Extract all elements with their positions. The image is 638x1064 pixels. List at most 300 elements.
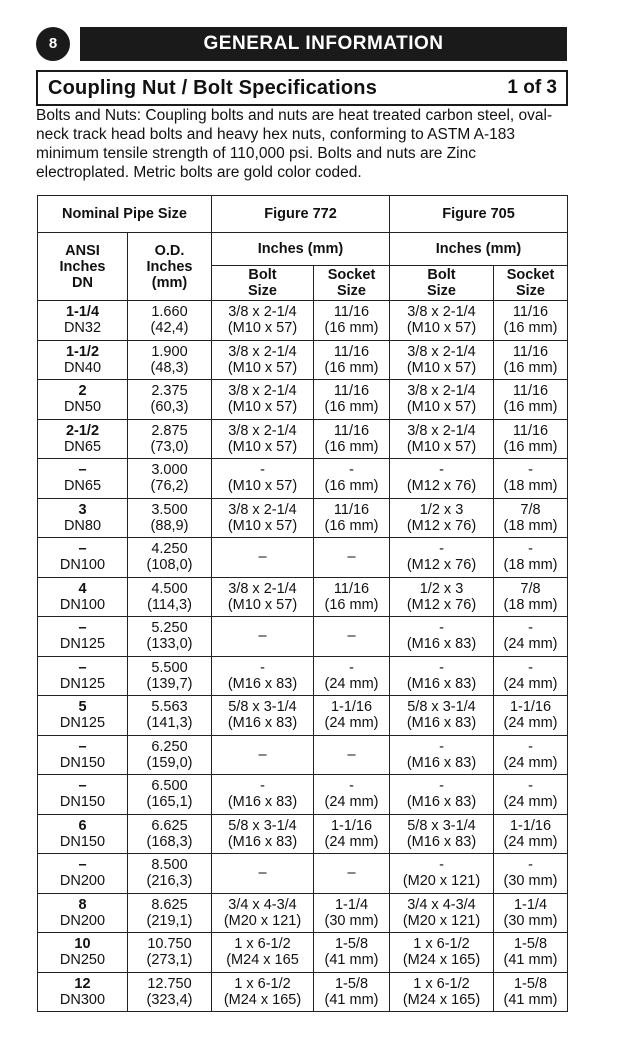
header-bolt-size-772: Bolt Size [212,266,314,301]
socket-705-cell [494,656,568,696]
header-figure-772: Figure 772 [212,196,390,233]
ansi-cell-primary: – [78,659,87,676]
bolt-705-cell-secondary: (M16 x 83) [406,833,477,850]
socket-705-cell-secondary: (18 mm) [503,517,558,534]
ansi-cell-secondary: DN150 [59,833,106,850]
ansi-cell-secondary: DN300 [59,991,106,1008]
bolt-705-cell [390,577,494,617]
bolt-772-cell-secondary: (M20 x 121) [223,912,302,929]
bolt-772-cell [212,814,314,854]
socket-772-cell-primary: 1-1/16 [330,699,373,716]
socket-772-cell-secondary: (16 mm) [324,517,379,534]
socket-705-cell [494,854,568,894]
od-cell [128,972,212,1012]
bolt-772-cell [212,972,314,1012]
socket-705-cell-secondary: (41 mm) [503,991,558,1008]
od-cell-secondary: (159,0) [146,754,193,771]
page-header [36,27,567,63]
bolt-772-cell-primary: 1 x 6-1/2 [234,936,291,953]
socket-705-cell-secondary: (16 mm) [503,320,558,337]
bolt-772-cell-secondary: (M10 x 57) [227,517,298,534]
od-cell-secondary: (42,4) [150,320,189,337]
od-cell-primary: 6.250 [151,738,188,755]
socket-772-cell-secondary: (24 mm) [324,675,379,692]
od-cell-secondary: (73,0) [150,438,189,455]
bolt-772-cell-primary: 3/8 x 2-1/4 [228,422,297,439]
socket-772-cell [314,577,390,617]
od-cell [128,775,212,815]
socket-772-cell [314,735,390,775]
bolt-705-cell [390,538,494,578]
ansi-cell-secondary: DN50 [63,399,102,416]
socket-705-cell-primary: 1-5/8 [513,936,548,953]
bolt-705-cell-secondary: (M12 x 76) [406,596,477,613]
socket-772-cell [314,380,390,420]
bolt-705-cell-primary: - [439,659,444,676]
ansi-cell-primary: 2-1/2 [65,422,100,439]
od-cell [128,893,212,933]
ansi-cell-primary: 3 [78,501,87,518]
socket-705-cell-secondary: (24 mm) [503,675,558,692]
ansi-cell-primary: 2 [78,383,87,400]
bolt-772-cell-secondary: (M10 x 57) [227,478,298,495]
socket-705-cell [494,617,568,657]
header-socket-size-772: Socket Size [314,266,390,301]
socket-772-cell-secondary: (24 mm) [324,794,379,811]
bolt-705-cell-primary: 3/4 x 4-3/4 [407,896,476,913]
socket-705-cell [494,735,568,775]
title-box [36,70,568,106]
bolt-772-cell-secondary: (M10 x 57) [227,399,298,416]
od-cell-primary: 5.250 [151,620,188,637]
ansi-cell [38,814,128,854]
socket-705-cell-secondary: (30 mm) [503,873,558,890]
bolt-705-cell-secondary: (M10 x 57) [406,320,477,337]
socket-772-cell-secondary: (16 mm) [324,359,379,376]
bolt-772-cell-primary: – [258,628,267,645]
ansi-cell-secondary: DN40 [63,359,102,376]
bolt-705-cell-secondary: (M10 x 57) [406,438,477,455]
socket-772-cell-secondary: (16 mm) [324,399,379,416]
socket-705-cell-primary: 11/16 [512,383,549,400]
od-cell-primary: 2.375 [151,383,188,400]
bolt-705-cell-secondary: (M16 x 83) [406,636,477,653]
table-row [38,735,568,775]
bolt-705-cell [390,340,494,380]
socket-705-cell-secondary: (24 mm) [503,715,558,732]
socket-705-cell [494,814,568,854]
socket-772-cell-primary: 1-1/4 [334,896,369,913]
od-cell [128,814,212,854]
socket-705-cell-primary: - [528,738,533,755]
table-row [38,577,568,617]
socket-772-cell-secondary: (41 mm) [324,952,379,969]
bolt-772-cell-primary: - [260,462,265,479]
ansi-cell [38,972,128,1012]
socket-772-cell [314,814,390,854]
bolt-772-cell [212,459,314,499]
ansi-cell-secondary: DN65 [63,438,102,455]
od-cell-secondary: (133,0) [146,636,193,653]
ansi-cell [38,301,128,341]
header-bolt-size-705: Bolt Size [390,266,494,301]
bolt-772-cell [212,577,314,617]
socket-772-cell-primary: 1-5/8 [334,975,369,992]
socket-705-cell [494,380,568,420]
table-row [38,538,568,578]
od-cell [128,419,212,459]
socket-705-cell [494,340,568,380]
od-cell [128,538,212,578]
intro-paragraph: Bolts and Nuts: Coupling bolts and nuts are heat treated carbon steel, oval-neck track head bolts and heavy hex nuts, conforming to ASTM A-183 minimum tensile strength of 110,000 psi. Bolts and nuts are Zinc electroplated. Metric bolts are gold color coded. [36,107,553,181]
socket-772-cell [314,459,390,499]
bolt-705-cell [390,656,494,696]
bolt-705-cell-primary: - [439,857,444,874]
socket-705-cell-primary: 1-1/16 [509,817,552,834]
bolt-772-cell-primary: 3/8 x 2-1/4 [228,501,297,518]
bolt-772-cell-secondary: (M24 x 165 [226,952,299,969]
socket-705-cell-secondary: (18 mm) [503,557,558,574]
ansi-cell [38,459,128,499]
bolt-772-cell-secondary: (M10 x 57) [227,438,298,455]
od-cell-secondary: (114,3) [147,596,192,613]
ansi-cell [38,577,128,617]
bolt-772-cell-primary: 3/8 x 2-1/4 [228,580,297,597]
bolt-705-cell [390,498,494,538]
bolt-705-cell [390,735,494,775]
ansi-cell [38,696,128,736]
socket-772-cell-primary: - [349,659,354,676]
od-cell [128,617,212,657]
bolt-705-cell-secondary: (M10 x 57) [406,359,477,376]
socket-772-cell [314,972,390,1012]
table-row [38,775,568,815]
ansi-cell-primary: 4 [78,580,87,597]
bolt-705-cell [390,854,494,894]
socket-772-cell [314,775,390,815]
socket-772-cell-primary: 1-5/8 [334,936,369,953]
socket-772-cell-primary: 11/16 [333,343,370,360]
page-indicator: 1 of 3 [507,77,557,98]
socket-772-cell-primary: - [349,462,354,479]
table-row [38,340,568,380]
od-cell-secondary: (88,9) [150,517,189,534]
socket-772-cell [314,419,390,459]
socket-705-cell-primary: 1-1/4 [513,896,548,913]
table-row [38,893,568,933]
socket-705-cell [494,419,568,459]
od-cell-secondary: (323,4) [146,991,193,1008]
od-cell-primary: 3.500 [151,501,188,518]
socket-705-cell-primary: 7/8 [520,580,541,597]
spec-table [37,195,568,1012]
od-cell-primary: 12.750 [147,975,192,992]
ansi-cell-primary: 1-1/4 [65,304,100,321]
ansi-cell-secondary: DN100 [59,596,106,613]
page-number-badge: 8 [36,27,70,61]
od-cell-primary: 1.900 [151,343,188,360]
ansi-cell-primary: 5 [78,699,87,716]
socket-772-cell-primary: 11/16 [333,383,370,400]
od-cell [128,301,212,341]
socket-705-cell [494,459,568,499]
socket-705-cell-secondary: (16 mm) [503,399,558,416]
socket-705-cell [494,775,568,815]
table-row [38,972,568,1012]
od-cell [128,735,212,775]
table-row [38,656,568,696]
bolt-772-cell [212,617,314,657]
socket-705-cell-secondary: (16 mm) [503,438,558,455]
table-row [38,498,568,538]
bolt-772-cell [212,419,314,459]
header-socket-size-705: Socket Size [494,266,568,301]
bolt-705-cell-secondary: (M16 x 83) [406,675,477,692]
bolt-705-cell [390,696,494,736]
socket-772-cell-secondary: (24 mm) [324,833,379,850]
bolt-772-cell-primary: 5/8 x 3-1/4 [228,699,297,716]
socket-772-cell-secondary: (16 mm) [324,478,379,495]
socket-705-cell-primary: 11/16 [512,304,549,321]
bolt-705-cell-primary: 3/8 x 2-1/4 [407,383,476,400]
bolt-772-cell-secondary: (M16 x 83) [227,675,298,692]
socket-772-cell-secondary: (24 mm) [324,715,379,732]
bolt-772-cell [212,696,314,736]
page-title: Coupling Nut / Bolt Specifications [48,77,378,99]
ansi-cell-primary: – [78,462,87,479]
ansi-cell-primary: – [78,778,87,795]
socket-772-cell [314,617,390,657]
bolt-705-cell-secondary: (M16 x 83) [406,715,477,732]
bolt-705-cell-primary: - [439,462,444,479]
socket-705-cell [494,972,568,1012]
socket-705-cell-primary: - [528,778,533,795]
ansi-cell [38,498,128,538]
socket-705-cell-secondary: (24 mm) [503,636,558,653]
bolt-705-cell-secondary: (M20 x 121) [402,873,481,890]
socket-705-cell-secondary: (24 mm) [503,754,558,771]
bolt-705-cell-primary: - [439,738,444,755]
socket-772-cell-primary: – [347,746,356,763]
od-cell [128,340,212,380]
ansi-cell-secondary: DN200 [59,912,106,929]
table-row [38,854,568,894]
od-cell-primary: 4.500 [151,580,188,597]
bolt-772-cell [212,538,314,578]
table-row [38,419,568,459]
header-figure-705: Figure 705 [390,196,568,233]
bolt-705-cell-primary: 1/2 x 3 [419,580,464,597]
bolt-772-cell-primary: - [260,778,265,795]
od-cell-secondary: (219,1) [146,912,193,929]
socket-772-cell-primary: 11/16 [333,580,370,597]
bolt-705-cell [390,814,494,854]
od-cell-primary: 8.500 [151,857,188,874]
header-inches-mm-772: Inches (mm) [212,233,390,266]
bolt-772-cell-primary: – [258,549,267,566]
bolt-772-cell-secondary: (M24 x 165) [223,991,302,1008]
bolt-705-cell-secondary: (M24 x 165) [402,952,481,969]
od-cell-secondary: (216,3) [146,873,193,890]
od-cell [128,380,212,420]
ansi-cell-secondary: DN125 [59,675,106,692]
od-cell-secondary: (139,7) [146,675,193,692]
socket-772-cell-primary: – [347,549,356,566]
od-cell-primary: 5.563 [151,699,188,716]
socket-705-cell [494,696,568,736]
ansi-cell-primary: – [78,620,87,637]
od-cell [128,696,212,736]
ansi-cell-primary: – [78,541,87,558]
bolt-772-cell-secondary: (M10 x 57) [227,359,298,376]
socket-705-cell-primary: 11/16 [512,343,549,360]
table-row [38,380,568,420]
ansi-cell-primary: 8 [78,896,87,913]
bolt-705-cell [390,301,494,341]
ansi-cell [38,538,128,578]
table-row [38,617,568,657]
ansi-cell-secondary: DN80 [63,517,102,534]
bolt-772-cell-primary: 3/8 x 2-1/4 [228,383,297,400]
ansi-cell-secondary: DN200 [59,873,106,890]
bolt-705-cell-primary: 1/2 x 3 [419,501,464,518]
bolt-705-cell-primary: 5/8 x 3-1/4 [407,699,476,716]
od-cell-secondary: (60,3) [150,399,189,416]
od-cell-secondary: (165,1) [146,794,193,811]
od-cell-primary: 4.250 [151,541,188,558]
bolt-772-cell-secondary: (M10 x 57) [227,596,298,613]
header-ansi: ANSI Inches DN [38,233,128,301]
table-header-row [38,233,568,266]
ansi-cell [38,380,128,420]
socket-772-cell [314,933,390,973]
od-cell-secondary: (273,1) [146,952,193,969]
table-row [38,933,568,973]
socket-772-cell-primary: - [349,778,354,795]
ansi-cell [38,854,128,894]
socket-705-cell-secondary: (18 mm) [503,478,558,495]
bolt-772-cell [212,301,314,341]
od-cell-secondary: (168,3) [146,833,193,850]
table-row [38,459,568,499]
bolt-772-cell-primary: – [258,746,267,763]
ansi-cell-secondary: DN150 [59,754,106,771]
socket-705-cell-primary: 1-5/8 [513,975,548,992]
bolt-772-cell-primary: 3/8 x 2-1/4 [228,343,297,360]
od-cell-secondary: (141,3) [146,715,193,732]
bolt-705-cell-primary: - [439,620,444,637]
socket-705-cell-secondary: (24 mm) [503,794,558,811]
od-cell-secondary: (48,3) [150,359,189,376]
socket-705-cell-primary: - [528,857,533,874]
ansi-cell-secondary: DN125 [59,715,106,732]
bolt-772-cell [212,775,314,815]
socket-705-cell [494,301,568,341]
socket-705-cell-primary: 1-1/16 [509,699,552,716]
bolt-705-cell-secondary: (M20 x 121) [402,912,481,929]
od-cell-primary: 3.000 [151,462,188,479]
socket-705-cell [494,538,568,578]
header-od: O.D. Inches (mm) [128,233,212,301]
ansi-cell-secondary: DN150 [59,794,106,811]
bolt-705-cell [390,775,494,815]
socket-705-cell [494,933,568,973]
bolt-705-cell-primary: 3/8 x 2-1/4 [407,343,476,360]
od-cell [128,459,212,499]
od-cell-secondary: (108,0) [146,557,193,574]
socket-705-cell-secondary: (24 mm) [503,833,558,850]
od-cell [128,577,212,617]
socket-772-cell-secondary: (16 mm) [324,596,379,613]
od-cell-primary: 8.625 [151,896,188,913]
ansi-cell-primary: 1-1/2 [65,343,100,360]
table-row [38,696,568,736]
ansi-cell [38,735,128,775]
od-cell-primary: 5.500 [151,659,188,676]
bolt-772-cell-primary: - [260,659,265,676]
socket-705-cell [494,498,568,538]
table-header-row [38,196,568,233]
bolt-705-cell-primary: - [439,541,444,558]
bolt-772-cell [212,380,314,420]
bolt-705-cell-primary: 3/8 x 2-1/4 [407,304,476,321]
bolt-705-cell-secondary: (M12 x 76) [406,557,477,574]
socket-705-cell-secondary: (30 mm) [503,912,558,929]
bolt-705-cell-primary: 5/8 x 3-1/4 [407,817,476,834]
od-cell [128,854,212,894]
socket-772-cell-secondary: (16 mm) [324,438,379,455]
bolt-705-cell-secondary: (M12 x 76) [406,478,477,495]
socket-772-cell [314,656,390,696]
socket-705-cell-primary: 11/16 [512,422,549,439]
table-row [38,814,568,854]
ansi-cell-primary: 12 [74,975,91,992]
od-cell [128,498,212,538]
bolt-705-cell-secondary: (M10 x 57) [406,399,477,416]
od-cell-primary: 2.875 [151,422,188,439]
bolt-705-cell-primary: - [439,778,444,795]
socket-772-cell-primary: 1-1/16 [330,817,373,834]
ansi-cell-secondary: DN250 [59,952,106,969]
socket-772-cell [314,893,390,933]
socket-705-cell-primary: - [528,620,533,637]
table-row [38,301,568,341]
bolt-772-cell [212,933,314,973]
header-inches-mm-705: Inches (mm) [390,233,568,266]
ansi-cell-primary: – [78,738,87,755]
socket-705-cell-secondary: (41 mm) [503,952,558,969]
socket-772-cell-primary: 11/16 [333,501,370,518]
bolt-705-cell-secondary: (M12 x 76) [406,517,477,534]
bolt-772-cell-secondary: (M16 x 83) [227,833,298,850]
header-nominal-pipe-size: Nominal Pipe Size [38,196,212,233]
bolt-705-cell-secondary: (M16 x 83) [406,794,477,811]
ansi-cell-secondary: DN32 [63,320,102,337]
bolt-705-cell-primary: 1 x 6-1/2 [413,975,470,992]
bolt-772-cell [212,854,314,894]
socket-705-cell [494,577,568,617]
od-cell [128,656,212,696]
bolt-705-cell-secondary: (M16 x 83) [406,754,477,771]
socket-705-cell-secondary: (18 mm) [503,596,558,613]
socket-705-cell-primary: 7/8 [520,501,541,518]
ansi-cell [38,893,128,933]
ansi-cell [38,933,128,973]
od-cell-primary: 6.500 [151,778,188,795]
bolt-772-cell-primary: 3/4 x 4-3/4 [228,896,297,913]
bolt-705-cell [390,617,494,657]
bolt-772-cell [212,656,314,696]
